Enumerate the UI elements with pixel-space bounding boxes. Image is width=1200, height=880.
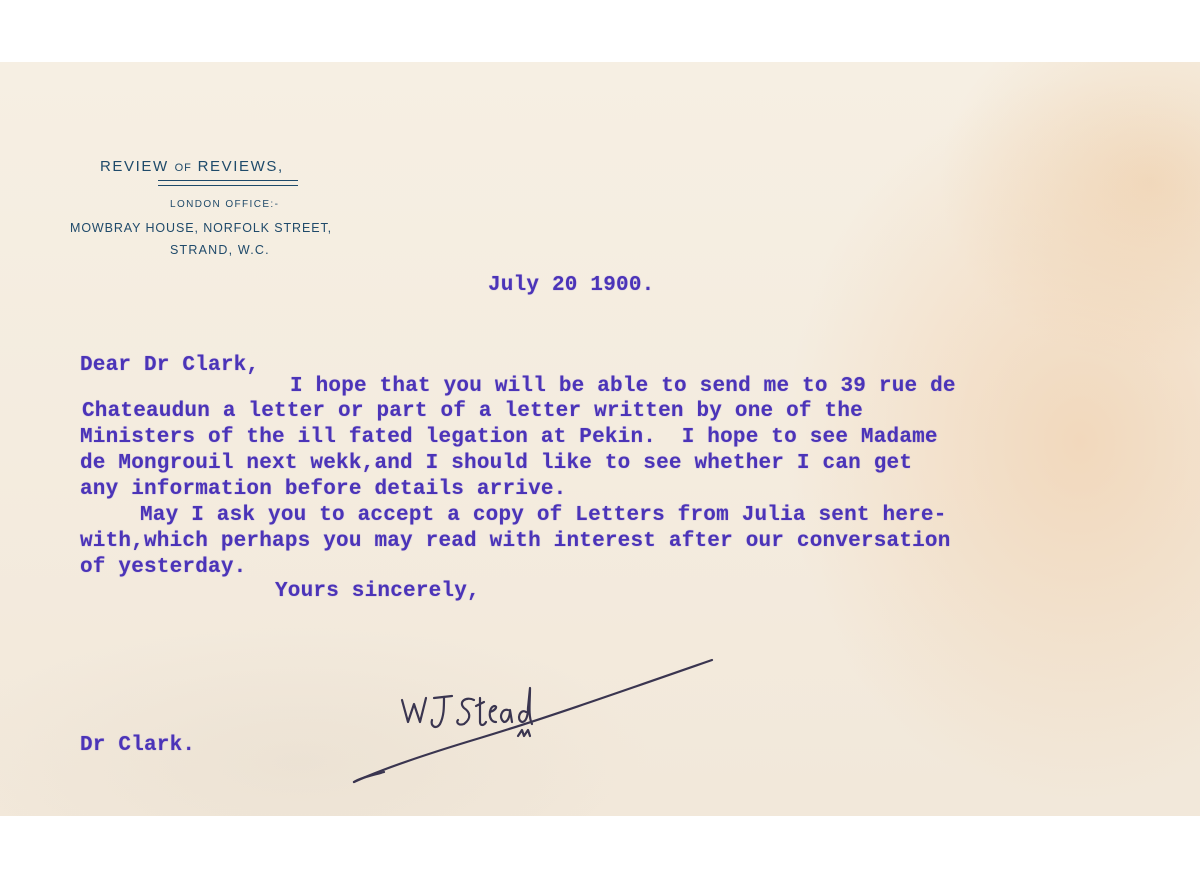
letter-body-line: de Mongrouil next wekk,and I should like to see whether I can get <box>80 452 913 475</box>
letterhead-title <box>100 158 284 175</box>
letter-body-line: with,which perhaps you may read with interest after our conversation <box>80 530 951 553</box>
letterhead-title-of: OF <box>174 162 192 174</box>
letterhead-double-rule <box>158 180 298 186</box>
letter-body-line: Chateaudun a letter or part of a letter written by one of the <box>82 400 863 423</box>
letter-body-line: I hope that you will be able to send me to 39 rue de <box>290 375 956 398</box>
letterhead-title-part1: REVIEW <box>100 158 169 175</box>
letter-date: July 20 1900. <box>488 274 655 297</box>
letter-closing: Yours sincerely, <box>275 580 480 603</box>
letterhead-address-line1: MOWBRAY HOUSE, NORFOLK STREET, <box>70 221 332 235</box>
letter-addressee: Dr Clark. <box>80 734 196 757</box>
letter-body-line: May I ask you to accept a copy of Letters from Julia sent here- <box>140 504 947 527</box>
letter-salutation: Dear Dr Clark, <box>80 354 260 377</box>
letterhead-address-line2: STRAND, W.C. <box>170 243 270 257</box>
letter-body-line: Ministers of the ill fated legation at Pekin. I hope to see Madame <box>80 426 938 449</box>
letterhead-title-part2: REVIEWS, <box>197 158 284 175</box>
letter-body-line: of yesterday. <box>80 556 247 579</box>
letter-paper <box>0 62 1200 816</box>
letterhead-office-label: LONDON OFFICE:- <box>170 199 280 210</box>
letter-body-line: any information before details arrive. <box>80 478 567 501</box>
handwritten-signature <box>340 642 730 792</box>
